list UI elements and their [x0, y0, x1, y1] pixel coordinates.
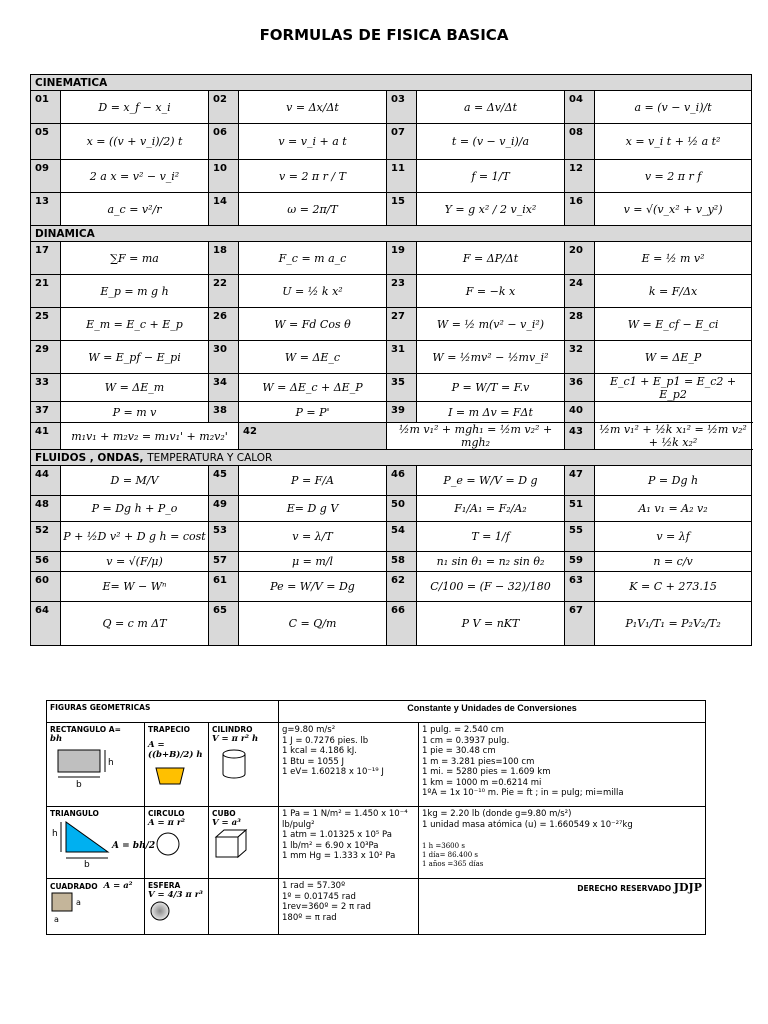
formula-cell: I = m Δv = FΔt: [417, 402, 565, 423]
square-cell: [47, 879, 145, 935]
formula-number: 10: [209, 160, 239, 193]
formula-cell: m₁v₁ + m₂v₂ = m₁v₁' + m₂v₂': [61, 423, 239, 450]
cube-label: CUBO: [212, 809, 236, 818]
formula-cell: F = ΔP/Δt: [417, 242, 565, 275]
formula-number: 49: [209, 496, 239, 522]
section-title: DINAMICA: [35, 227, 95, 240]
formula-number: 22: [209, 275, 239, 308]
formula-cell: ω = 2π/T: [239, 193, 387, 226]
formula-row: [31, 275, 752, 308]
formula-cell: a = Δv/Δt: [417, 91, 565, 124]
formula-number: 42: [239, 423, 387, 450]
formula-cell: E_p = m g h: [61, 275, 209, 308]
formula-cell: W = ½mv² − ½mv_i²: [417, 341, 565, 374]
formula-number: 01: [31, 91, 61, 124]
formula-cell: K = C + 273.15: [595, 572, 752, 602]
formula-cell: P₁V₁/T₁ = P₂V₂/T₂: [595, 602, 752, 646]
formula-cell: D = M/V: [61, 466, 209, 496]
formula-number: 46: [387, 466, 417, 496]
sphere-formula: V = 4/3 π r³: [148, 890, 203, 900]
formula-cell: t = (v − v_i)/a: [417, 124, 565, 160]
rectangle-h: h: [108, 758, 114, 768]
formula-cell: P = m v: [61, 402, 209, 423]
formula-number: 58: [387, 552, 417, 572]
formula-cell: Y = g x² / 2 v_ix²: [417, 193, 565, 226]
formula-row: [31, 193, 752, 226]
formula-row: [31, 423, 752, 450]
formula-cell: E= W − Wⁿ: [61, 572, 209, 602]
formula-number: 29: [31, 341, 61, 374]
formula-cell: E= D g V: [239, 496, 387, 522]
cube-formula: V = a³: [212, 818, 241, 828]
formula-number: 60: [31, 572, 61, 602]
section-title: TEMPERATURA Y CALOR: [147, 451, 273, 464]
formula-cell: E_c1 + E_p1 = E_c2 + E_p2: [595, 374, 752, 402]
formula-number: 53: [209, 522, 239, 552]
rectangle-icon: [50, 744, 130, 788]
formula-row: [31, 572, 752, 602]
formula-number: 06: [209, 124, 239, 160]
formula-number: 02: [209, 91, 239, 124]
rectangle-b: b: [76, 780, 82, 790]
formula-number: 62: [387, 572, 417, 602]
formula-cell: P_e = W/V = D g: [417, 466, 565, 496]
formula-cell: W = ΔE_P: [595, 341, 752, 374]
formula-number: 09: [31, 160, 61, 193]
formula-cell: a = (v − v_i)/t: [595, 91, 752, 124]
constants-length: 1 pulg. = 2.540 cm 1 cm = 0.3937 pulg. 1 pie = 30.48 cm 1 m = 3.281 pies=100 cm 1 mi. = 5280 pies = 1.609 km 1 km = 1000 m =0.6214 mi 1ºA = 1x 10⁻¹⁰ m. Pie = ft ; in = pulg; mi=milla: [419, 723, 706, 807]
trapezoid-formula: A = ((b+B)/2) h: [148, 740, 203, 760]
formula-number: 17: [31, 242, 61, 275]
formula-cell: E = ½ m v²: [595, 242, 752, 275]
formula-number: 18: [209, 242, 239, 275]
formula-number: 66: [387, 602, 417, 646]
triangle-h: h: [52, 829, 58, 839]
rectangle-cell: [47, 723, 145, 807]
formula-cell: v = √(v_x² + v_y²): [595, 193, 752, 226]
formula-number: 15: [387, 193, 417, 226]
square-a-side: a: [76, 898, 81, 907]
section-row: [31, 450, 752, 466]
formula-cell: C = Q/m: [239, 602, 387, 646]
formula-cell: [595, 402, 752, 423]
rectangle-label: RECTANGULO A=: [50, 725, 121, 734]
formula-cell: ½m v₁² + ½k x₁² = ½m v₂² + ½k x₂²: [595, 423, 752, 450]
formula-number: 56: [31, 552, 61, 572]
formula-number: 33: [31, 374, 61, 402]
formula-number: 12: [565, 160, 595, 193]
formula-number: 44: [31, 466, 61, 496]
sphere-cell: [145, 879, 209, 935]
formula-row: [31, 522, 752, 552]
formula-number: 34: [209, 374, 239, 402]
circle-label: CIRCULO: [148, 809, 185, 818]
formula-cell: F = −k x: [417, 275, 565, 308]
cylinder-icon: [212, 744, 262, 784]
formula-cell: v = v_i + a t: [239, 124, 387, 160]
formula-number: 28: [565, 308, 595, 341]
sphere-label: ESFERA: [148, 881, 181, 890]
formula-number: 24: [565, 275, 595, 308]
constants-energy: g=9.80 m/s² 1 J = 0.7276 pies. lb 1 kcal = 4.186 kJ. 1 Btu = 1055 J 1 eV= 1.60218 x 10⁻¹⁹ J: [279, 723, 419, 807]
formula-cell: μ = m/l: [239, 552, 387, 572]
square-formula: A = a²: [103, 881, 133, 891]
formula-cell: W = Fd Cos θ: [239, 308, 387, 341]
constants-mass: 1kg = 2.20 lb (donde g=9.80 m/s²) 1 unidad masa atómica (u) = 1.660549 x 10⁻²⁷kg: [422, 809, 633, 830]
formula-row: [31, 466, 752, 496]
formula-number: 55: [565, 522, 595, 552]
trapezoid-label: TRAPECIO: [148, 725, 190, 734]
formula-cell: D = x_f − x_i: [61, 91, 209, 124]
formula-number: 05: [31, 124, 61, 160]
rectangle-formula: bh: [50, 734, 63, 744]
cube-cell: [209, 807, 279, 879]
formula-row: [31, 402, 752, 423]
formula-cell: W = ½ m(v² − v_i²): [417, 308, 565, 341]
formula-row: [31, 308, 752, 341]
formula-row: [31, 552, 752, 572]
formula-number: 67: [565, 602, 595, 646]
formula-number: 39: [387, 402, 417, 423]
formula-cell: n = c/v: [595, 552, 752, 572]
formula-number: 26: [209, 308, 239, 341]
cylinder-formula: V = π r² h: [212, 734, 259, 744]
formula-number: 27: [387, 308, 417, 341]
formula-number: 61: [209, 572, 239, 602]
formula-cell: P = Dg h + P_o: [61, 496, 209, 522]
formula-number: 23: [387, 275, 417, 308]
formula-cell: x = ((v + v_i)/2) t: [61, 124, 209, 160]
circle-formula: A = π r²: [148, 818, 186, 828]
formula-cell: x = v_i t + ½ a t²: [595, 124, 752, 160]
page-title: FORMULAS DE FISICA BASICA: [259, 26, 509, 44]
formula-row: [31, 91, 752, 124]
formula-cell: n₁ sin θ₁ = n₂ sin θ₂: [417, 552, 565, 572]
formula-number: 21: [31, 275, 61, 308]
constants-pressure: 1 Pa = 1 N/m² = 1.450 x 10⁻⁴ lb/pulg² 1 atm = 1.01325 x 10⁵ Pa 1 lb/m² = 6.90 x 10³Pa 1 mm Hg = 1.333 x 10² Pa: [279, 807, 419, 879]
formula-cell: P V = nKT: [417, 602, 565, 646]
formula-number: 25: [31, 308, 61, 341]
triangle-label: TRIANGULO: [50, 809, 99, 818]
formula-cell: v = λf: [595, 522, 752, 552]
triangle-cell: [47, 807, 156, 879]
formula-number: 19: [387, 242, 417, 275]
cube-icon: [212, 828, 262, 860]
formula-number: 32: [565, 341, 595, 374]
constants-header: Constante y Unidades de Conversiones: [279, 701, 706, 723]
formula-number: 11: [387, 160, 417, 193]
formula-cell: P + ½D v² + D g h = cost: [61, 522, 209, 552]
constants-angles: 1 rad = 57.30º 1º = 0.01745 rad 1rev=360º = 2 π rad 180º = π rad: [279, 879, 419, 935]
formula-cell: P = P': [239, 402, 387, 423]
formula-cell: A₁ v₁ = A₂ v₂: [595, 496, 752, 522]
constants-mass-cell: [419, 807, 706, 879]
formula-number: 64: [31, 602, 61, 646]
formula-cell: E_m = E_c + E_p: [61, 308, 209, 341]
formula-cell: ½m v₁² + mgh₁ = ½m v₂² + mgh₂: [387, 423, 565, 450]
formula-cell: U = ½ k x²: [239, 275, 387, 308]
formula-cell: W = ΔE_m: [61, 374, 209, 402]
triangle-icon: [50, 818, 156, 870]
formula-cell: f = 1/T: [417, 160, 565, 193]
formula-cell: k = F/Δx: [595, 275, 752, 308]
formula-cell: v = Δx/Δt: [239, 91, 387, 124]
formula-number: 40: [565, 402, 595, 423]
formula-cell: Q = c m ΔT: [61, 602, 209, 646]
square-a-bottom: a: [54, 915, 59, 924]
triangle-b: b: [84, 860, 90, 870]
formula-number: 20: [565, 242, 595, 275]
formula-table: [30, 74, 752, 646]
formula-cell: Pe = W/V = Dg: [239, 572, 387, 602]
formula-cell: F_c = m a_c: [239, 242, 387, 275]
section-row: [31, 226, 752, 242]
formula-cell: 2 a x = v² − v_i²: [61, 160, 209, 193]
formula-cell: T = 1/f: [417, 522, 565, 552]
formula-cell: C/100 = (F − 32)/180: [417, 572, 565, 602]
formula-number: 08: [565, 124, 595, 160]
formula-number: 51: [565, 496, 595, 522]
formula-cell: v = √(F/μ): [61, 552, 209, 572]
formula-cell: F₁/A₁ = F₂/A₂: [417, 496, 565, 522]
formula-number: 45: [209, 466, 239, 496]
figures-header: FIGURAS GEOMETRICAS: [47, 701, 279, 723]
formula-cell: v = λ/T: [239, 522, 387, 552]
formula-row: [31, 602, 752, 646]
formula-cell: v = 2 π r f: [595, 160, 752, 193]
section-row: [31, 75, 752, 91]
empty-shape-cell: [209, 879, 279, 935]
square-icon: [50, 891, 110, 925]
trapezoid-cell: [145, 723, 209, 807]
formula-number: 38: [209, 402, 239, 423]
formula-number: 07: [387, 124, 417, 160]
formula-number: 59: [565, 552, 595, 572]
formula-cell: P = W/T = F.v: [417, 374, 565, 402]
formula-number: 35: [387, 374, 417, 402]
formula-number: 57: [209, 552, 239, 572]
square-label: CUADRADO: [50, 881, 98, 891]
formula-number: 37: [31, 402, 61, 423]
formula-number: 63: [565, 572, 595, 602]
formula-number: 04: [565, 91, 595, 124]
formula-number: 13: [31, 193, 61, 226]
formula-number: 36: [565, 374, 595, 402]
formula-number: 52: [31, 522, 61, 552]
formula-number: 47: [565, 466, 595, 496]
formula-number: 54: [387, 522, 417, 552]
formula-number: 41: [31, 423, 61, 450]
formula-number: 14: [209, 193, 239, 226]
figures-constants-table: [46, 700, 706, 935]
formula-cell: W = E_cf − E_ci: [595, 308, 752, 341]
formula-number: 48: [31, 496, 61, 522]
formula-cell: ∑F = ma: [61, 242, 209, 275]
formula-cell: a_c = v²/r: [61, 193, 209, 226]
formula-number: 30: [209, 341, 239, 374]
formula-number: 50: [387, 496, 417, 522]
formula-number: 16: [565, 193, 595, 226]
circle-cell: [145, 807, 209, 879]
formula-number: 65: [209, 602, 239, 646]
formula-row: [31, 374, 752, 402]
rights-mark: JDJP: [673, 881, 703, 894]
rights-cell: [419, 879, 706, 935]
section-title: CINEMATICA: [35, 76, 108, 89]
formula-cell: v = 2 π r / T: [239, 160, 387, 193]
formula-row: [31, 496, 752, 522]
sphere-icon: [148, 900, 188, 922]
formula-cell: W = E_pf − E_pi: [61, 341, 209, 374]
section-title: FLUIDOS , ONDAS,: [35, 451, 148, 464]
formula-cell: W = ΔE_c + ΔE_P: [239, 374, 387, 402]
formula-row: [31, 124, 752, 160]
rights-label: DERECHO RESERVADO: [577, 884, 672, 893]
triangle-formula: A = bh/2: [112, 841, 156, 851]
formula-number: 31: [387, 341, 417, 374]
formula-row: [31, 341, 752, 374]
formula-cell: P = Dg h: [595, 466, 752, 496]
formula-number: 43: [565, 423, 595, 450]
formula-number: 03: [387, 91, 417, 124]
formula-cell: P = F/A: [239, 466, 387, 496]
formula-cell: W = ΔE_c: [239, 341, 387, 374]
cylinder-cell: [209, 723, 279, 807]
formula-row: [31, 160, 752, 193]
formula-row: [31, 242, 752, 275]
cylinder-label: CILINDRO: [212, 725, 253, 734]
constants-time: 1 h =3600 s 1 día= 86.400 s 1 años =365 días: [422, 842, 484, 868]
circle-icon: [148, 828, 198, 860]
trapezoid-icon: [148, 760, 198, 788]
